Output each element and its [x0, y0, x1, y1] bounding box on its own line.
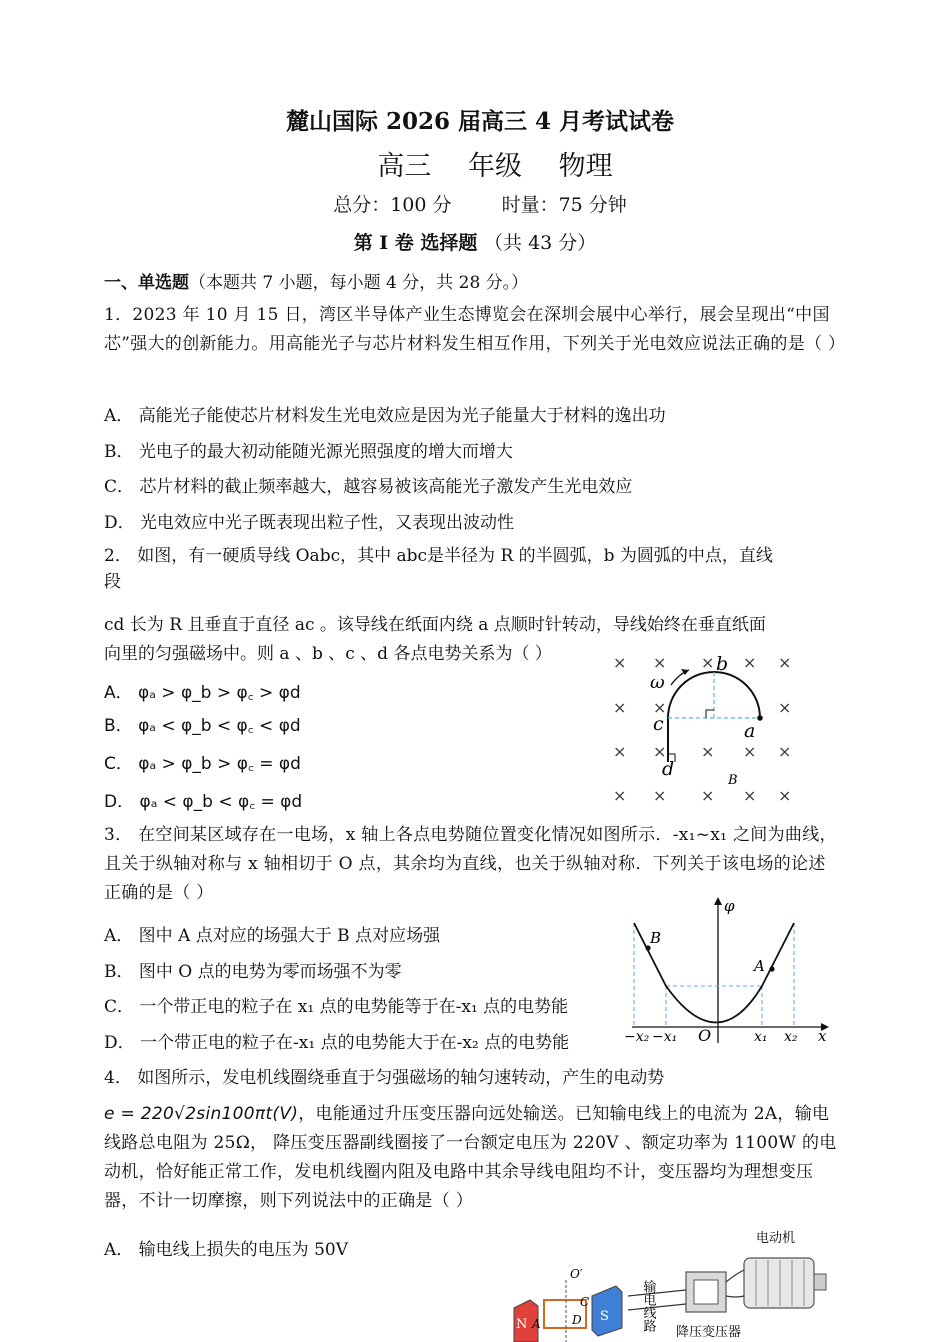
- label-A: A: [532, 1317, 541, 1331]
- transmission-line-label: 输电线路: [640, 1280, 656, 1332]
- svg-text:×: ×: [778, 653, 792, 672]
- q2-option-b: B． φₐ < φ_b < φ꜀ < φd: [104, 716, 301, 736]
- svg-text:×: ×: [743, 786, 757, 805]
- label-S: S: [600, 1309, 609, 1324]
- label-b: b: [716, 653, 729, 675]
- svg-text:×: ×: [743, 742, 757, 761]
- q4-rest: ，电能通过升压变压器向远处输送。已知输电线上的电流为 2A，输电线路总电阻为 25Ω， 降压变压器副线圈接了一台额定电压为 220V 、额定功率为 1100W 的电动机，恰好能正常工作，发电机线圈内阻及电路中其余导线电阻均不计，变压器均为理想变压器，不计一切摩擦，则下列说法中的正确是（ ）: [104, 1104, 837, 1211]
- exam-title: 麓山国际 2026 届高三 4 月考试试卷: [285, 108, 675, 135]
- q3-option-c: C． 一个带正电的粒子在 x₁ 点的电势能等于在-x₁ 点的电势能: [104, 997, 569, 1017]
- svg-text:×: ×: [613, 742, 627, 761]
- section-note: （共 43 分）: [484, 232, 597, 254]
- transmission-lines: [628, 1290, 686, 1310]
- svg-text:×: ×: [613, 653, 627, 672]
- svg-text:×: ×: [653, 786, 667, 805]
- svg-text:×: ×: [653, 698, 667, 717]
- q4-option-a: A． 输电线上损失的电压为 50V: [104, 1240, 348, 1260]
- q3-figure: [622, 893, 837, 1045]
- transformer-core: [694, 1280, 718, 1304]
- q3-option-b: B． 图中 O 点的电势为零而场强不为零: [104, 962, 402, 982]
- label-neg-x2: −x₂: [624, 1029, 650, 1045]
- label-omega: ω: [650, 672, 665, 693]
- q1-option-c: C． 芯片材料的截止频率越大，越容易被该高能光子激发产生光电效应: [104, 477, 633, 497]
- exam-subtitle: 高三 年级 物理: [377, 151, 613, 182]
- label-phi: φ: [724, 897, 735, 915]
- q3-option-a: A． 图中 A 点对应的场强大于 B 点对应场强: [104, 926, 441, 946]
- question-3-stem: 3． 在空间某区域存在一电场，x 轴上各点电势随位置变化情况如图所示．-x₁~x₁ 之间为曲线，且关于纵轴对称与 x 轴相切于 O 点，其余均为直线，也关于纵轴对称．下列关于该电场的论述正确的是（ ）: [104, 825, 837, 903]
- svg-text:×: ×: [778, 698, 792, 717]
- q2-figure: [605, 650, 805, 810]
- total-score: 总分：100 分: [333, 194, 452, 216]
- label-O-prime: O′: [570, 1267, 583, 1281]
- phi-axis-arrow: [714, 897, 722, 905]
- svg-text:×: ×: [653, 653, 667, 672]
- section-heading: [0, 228, 950, 255]
- part-note: （本题共 7 小题，每小题 4 分，共 28 分。）: [189, 273, 529, 293]
- label-O: O: [698, 1026, 712, 1045]
- label-x2: x₂: [784, 1029, 798, 1045]
- q2-option-c: C． φₐ > φ_b > φ꜀ = φd: [104, 754, 301, 774]
- q2-option-a: A． φₐ > φ_b > φ꜀ > φd: [104, 683, 301, 703]
- q2-option-d: D． φₐ < φ_b < φ꜀ = φd: [104, 792, 303, 812]
- svg-text:×: ×: [701, 653, 715, 672]
- label-d: d: [662, 758, 675, 780]
- svg-text:×: ×: [778, 786, 792, 805]
- label-B: B: [728, 773, 738, 788]
- motor-shaft: [814, 1274, 826, 1290]
- svg-text:×: ×: [701, 786, 715, 805]
- question-1-stem: 1．2023 年 10 月 15 日，湾区半导体产业生态博览会在深圳会展中心举行，展会呈现出“中国芯”强大的创新能力。用高能光子与芯片材料发生相互作用，下列关于光电效应说法正确的是（ ）: [104, 305, 846, 354]
- q4-figure: [508, 1224, 838, 1342]
- label-neg-x1: −x₁: [652, 1029, 678, 1045]
- point-A: [769, 966, 774, 971]
- step-down-label: 降压变压器: [676, 1325, 742, 1340]
- q1-option-d: D． 光电效应中光子既表现出粒子性，又表现出波动性: [104, 513, 515, 533]
- label-c: c: [653, 713, 664, 735]
- motor-label: 电动机: [756, 1231, 796, 1246]
- q2-line-4: 向里的匀强磁场中。则 a 、b 、c 、d 各点电势关系为（ ）: [104, 644, 552, 664]
- svg-text:×: ×: [613, 786, 627, 805]
- time-limit: 时量：75 分钟: [501, 194, 627, 216]
- q2-line-1: 2． 如图，有一硬质导线 Oabc，其中 abc是半径为 R 的半圆弧，b 为圆弧的中点，直线: [104, 546, 773, 566]
- q1-option-a: A． 高能光子能使芯片材料发生光电效应是因为光子能量大于材料的逸出功: [104, 406, 666, 426]
- magnetic-field-crosses: [613, 653, 791, 805]
- label-D: D: [572, 1313, 582, 1327]
- svg-text:×: ×: [701, 742, 715, 761]
- q2-line-2: 段: [104, 572, 121, 592]
- label-a: a: [744, 720, 756, 742]
- svg-text:×: ×: [778, 742, 792, 761]
- svg-text:×: ×: [743, 653, 757, 672]
- exam-meta: [0, 190, 950, 217]
- right-angle-mark: [706, 710, 714, 718]
- svg-text:×: ×: [613, 698, 627, 717]
- motor-wires: [726, 1270, 744, 1297]
- label-C: C: [580, 1295, 590, 1309]
- label-x: x: [818, 1027, 827, 1045]
- label-B: B: [650, 929, 662, 947]
- q2-line-3: cd 长为 R 且垂直于直径 ac 。该导线在纸面内绕 a 点顺时针转动，导线始终在垂直纸面: [104, 615, 766, 635]
- label-x1: x₁: [754, 1029, 768, 1045]
- part-title: 一、单选题: [104, 273, 189, 293]
- q3-option-d: D． 一个带正电的粒子在-x₁ 点的电势能大于在-x₂ 点的电势能: [104, 1033, 570, 1053]
- q4-line-1: 4． 如图所示，发电机线圈绕垂直于匀强磁场的轴匀速转动，产生的电动势: [104, 1068, 665, 1088]
- svg-text:×: ×: [653, 742, 667, 761]
- pivot-point-a: [757, 715, 763, 721]
- part-heading: [104, 268, 528, 293]
- emf-formula: e = 220√2sin100πt(V): [104, 1104, 299, 1124]
- section-title: 第 I 卷 选择题: [353, 232, 478, 254]
- q1-option-b: B． 光电子的最大初动能随光源光照强度的增大而增大: [104, 442, 513, 462]
- q4-stem: [104, 1100, 840, 1216]
- label-A: A: [754, 957, 765, 975]
- label-N: N: [516, 1317, 528, 1332]
